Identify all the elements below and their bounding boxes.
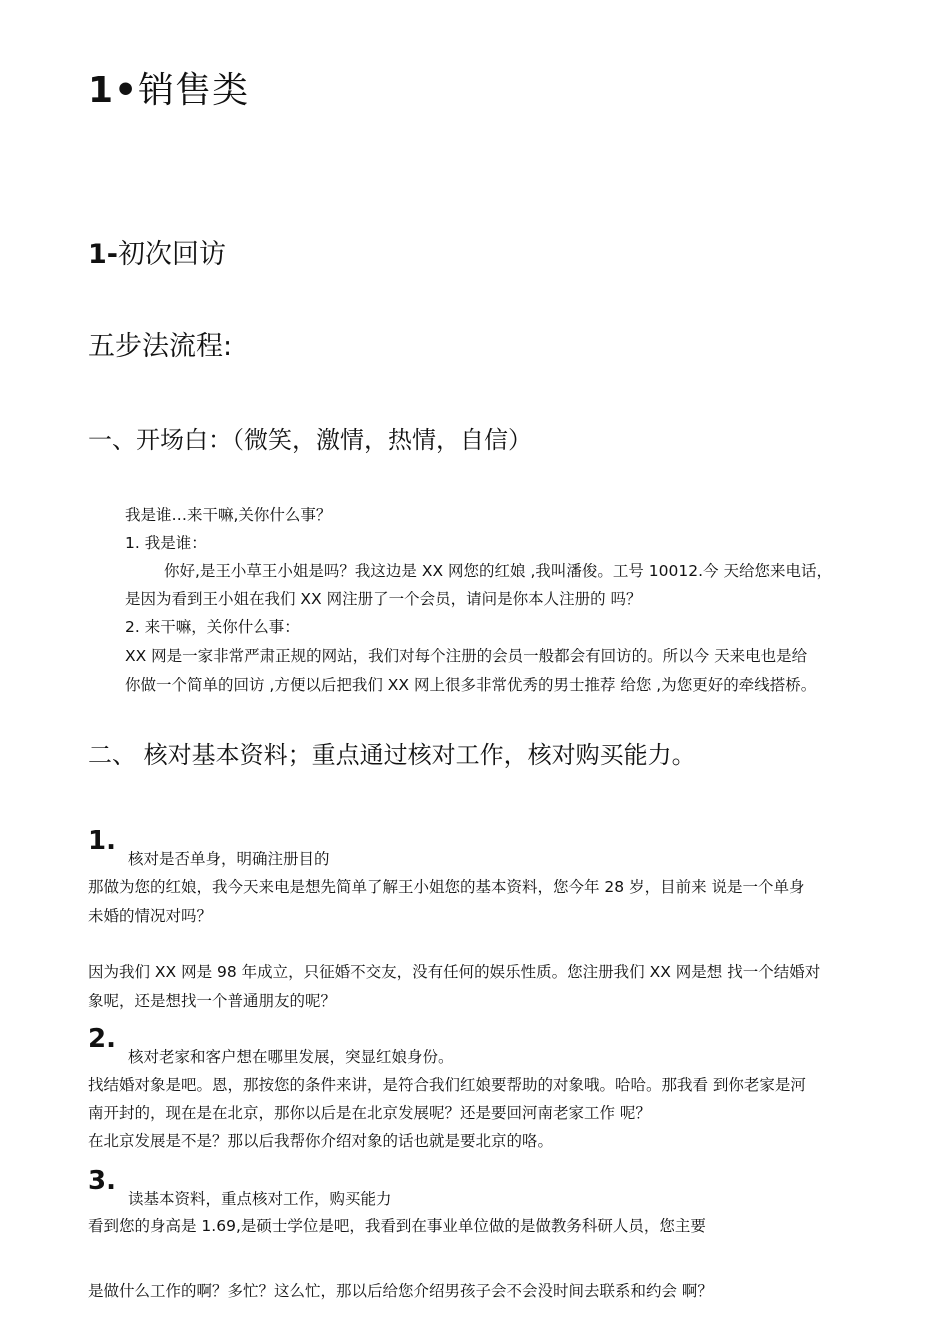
step2-heading: 二、 核对基本资料；重点通过核对工作，核对购买能力。	[88, 741, 696, 769]
section-number: 1	[88, 239, 107, 270]
item-2-line: 南开封的，现在是在北京，那你以后是在北京发展呢？还是要回河南老家工作 呢？	[88, 1104, 651, 1122]
item-2-number: 2.	[88, 1024, 116, 1054]
item-1-line: 未婚的情况对吗？	[88, 907, 213, 925]
item-2-title: 核对老家和客户想在哪里发展，突显红娘身份。	[128, 1048, 454, 1066]
item-2-line: 在北京发展是不是？那以后我帮你介绍对象的话也就是要北京的咯。	[88, 1132, 554, 1150]
step1-paragraph-line: 你好,是王小草王小姐是吗？我这边是 XX 网您的红娘 ,我叫潘俊。工号 10012.今 天给您来电话，	[164, 562, 832, 580]
item-1-title: 核对是否单身，明确注册目的	[128, 850, 330, 868]
title-bullet: •	[114, 70, 139, 111]
title-text: 销售类	[138, 70, 250, 111]
section-text: 初次回访	[118, 239, 227, 270]
step1-heading: 一、开场白：（微笑，激情，热情，自信）	[88, 426, 532, 454]
step1-intro-line: 我是谁…来干嘛,关你什么事？	[125, 506, 332, 524]
step1-paragraph-line: 你做一个简单的回访 ,方便以后把我们 XX 网上很多非常优秀的男士推荐 给您 ,为您更好的牵线搭桥。	[125, 676, 817, 694]
section-heading	[88, 232, 226, 271]
item-2-line: 找结婚对象是吧。恩，那按您的条件来讲，是符合我们红娘要帮助的对象哦。哈哈。那我看 到你老家是河	[88, 1076, 806, 1094]
item-3-line: 看到您的身高是 1.69,是硕士学位是吧，我看到在事业单位做的是做教务科研人员，您主要	[88, 1217, 706, 1235]
section-dash: -	[106, 239, 119, 270]
item-3-title: 读基本资料，重点核对工作，购买能力	[128, 1190, 392, 1208]
item-1-number: 1.	[88, 826, 116, 856]
item-3-line: 是做什么工作的啊？多忙？这么忙，那以后给您介绍男孩子会不会没时间去联系和约会 啊？	[88, 1282, 713, 1300]
step1-paragraph-line: XX 网是一家非常严肃正规的网站，我们对每个注册的会员一般都会有回访的。所以今 天来电也是给	[125, 647, 808, 665]
step1-paragraph-line: 是因为看到王小姐在我们 XX 网注册了一个会员，请问是你本人注册的 吗？	[125, 590, 642, 608]
item-3-number: 3.	[88, 1166, 116, 1196]
item-1-line: 象呢，还是想找一个普通朋友的呢？	[88, 992, 337, 1010]
title-number: 1	[88, 70, 115, 111]
item-1-line: 那做为您的红娘，我今天来电是想先简单了解王小姐您的基本资料，您今年 28 岁，目前来 说是一个单身	[88, 878, 805, 896]
step1-point-2-label: 2. 来干嘛，关你什么事：	[125, 618, 300, 636]
step1-point-1-label: 1. 我是谁：	[125, 534, 207, 552]
process-heading: 五步法流程:	[88, 331, 233, 362]
item-1-line: 因为我们 XX 网是 98 年成立，只征婚不交友，没有任何的娱乐性质。您注册我们 XX 网是想 找一个结婚对	[88, 963, 821, 981]
document-title	[88, 62, 249, 113]
